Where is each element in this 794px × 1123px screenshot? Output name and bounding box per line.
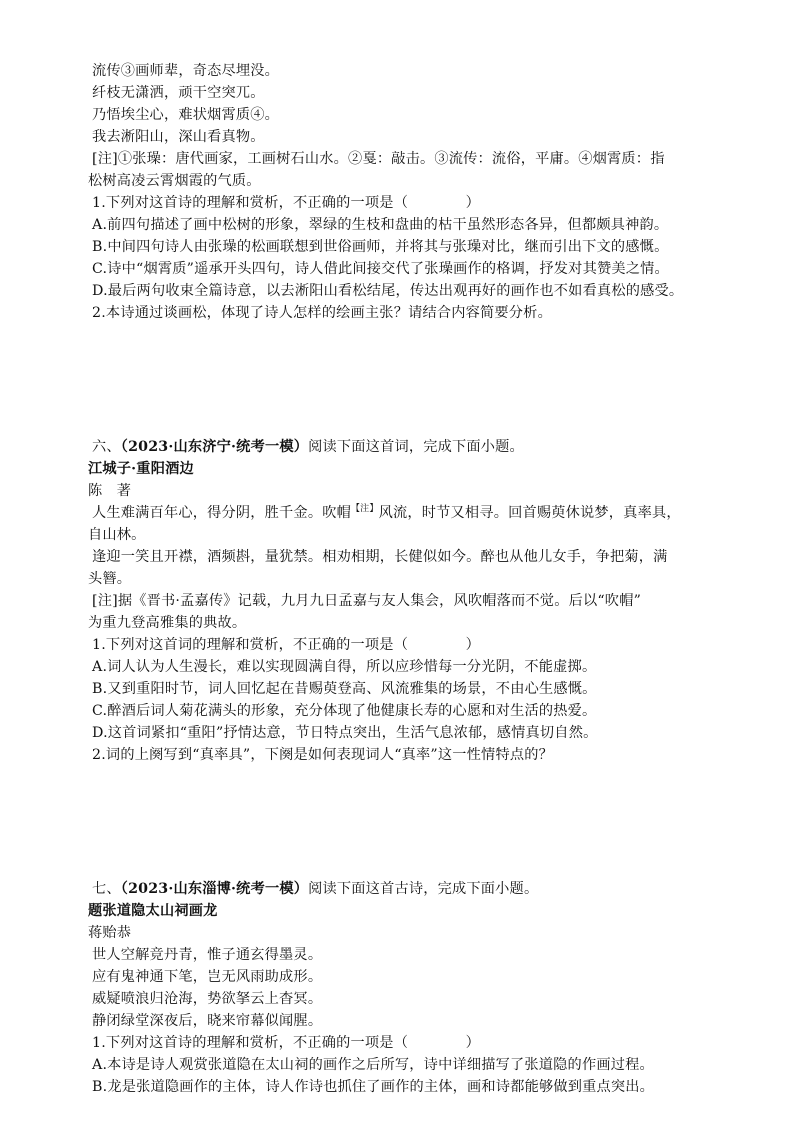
option-c: C.诗中“烟霄质”遥承开头四句，诗人借此间接交代了张璪画作的格调，抒发对其赞美之情。 [92,261,669,277]
heading-number: 七、 [92,881,121,897]
poem-title: 题张道隐太山祠画龙 [88,903,218,919]
option-a: A.词人认为人生漫长，难以实现圆满自得，所以应珍惜每一分光阴，不能虚掷。 [92,659,597,675]
heading-instruction: 阅读下面这首古诗，完成下面小题。 [308,881,539,897]
poem-line: 乃悟埃尘心，难状烟霄质④。 [92,107,280,123]
heading-source: （2023·山东淄博·统考一模） [120,881,309,897]
stanza-line: 逢迎一笑且开襟，酒频斟，量犹禁。相劝相期，长健似如今。醉也从他儿女手，争把菊，满 [92,549,668,565]
question-2: 2.本诗通过谈画松，体现了诗人怎样的绘画主张？请结合内容简要分析。 [92,305,552,321]
poem-line: 威疑喷浪归沧海，势欲拏云上杳冥。 [92,991,323,1007]
option-c: C.醉酒后词人菊花满头的形象，充分体现了他健康长寿的心愿和对生活的热爱。 [92,703,597,719]
poem-line: 世人空解竞丹青，惟子通玄得墨灵。 [92,947,323,963]
section-heading [92,880,752,898]
question-1: 1.下列对这首词的理解和赏析，不正确的一项是（ ） [92,637,481,653]
option-a: A.本诗是诗人观赏张道隐在太山祠的画作之后所写，诗中详细描写了张道隐的作画过程。 [92,1057,654,1073]
poem-author: 陈 著 [88,483,132,499]
option-d: D.最后两句收束全篇诗意，以去淅阳山看松结尾，传达出观再好的画作也不如看真松的感受。 [92,283,684,299]
poem-title: 江城子·重阳酒边 [88,461,194,477]
section-heading [92,438,752,456]
heading-number: 六、 [92,439,121,455]
heading-instruction: 阅读下面这首词，完成下面小题。 [308,439,524,455]
question-1: 1.下列对这首诗的理解和赏析，不正确的一项是（ ） [92,195,481,211]
option-b: B.又到重阳时节，词人回忆起在昔赐萸登高、风流雅集的场景，不由心生感慨。 [92,681,597,697]
poem-line: 纤枝无潇洒，顽干空突兀。 [92,85,265,101]
option-b: B.中间四句诗人由张璪的松画联想到世俗画师，并将其与张璪对比，继而引出下文的感慨。 [92,239,669,255]
poem-line: 我去淅阳山，深山看真物。 [92,129,265,145]
stanza-line-cont: 头簪。 [88,571,132,587]
poem-line: 静闭绿堂深夜后，晓来帘幕似闻腥。 [92,1013,323,1029]
annotation-note-cont: 为重九登高雅集的典故。 [88,615,247,631]
annotation-note-cont: 松树高凌云霄烟霞的气质。 [88,173,261,189]
option-b: B.龙是张道隐画作的主体，诗人作诗也抓住了画作的主体，画和诗都能够做到重点突出。 [92,1079,655,1095]
annotation-note: [注]据《晋书·孟嘉传》记载，九月九日孟嘉与友人集会，风吹帽落而不觉。后以“吹帽” [92,593,642,609]
question-2: 2.词的上阕写到“真率具”，下阕是如何表现词人“真率”这一性情特点的？ [92,747,553,763]
note-marker: 【注】 [350,504,379,514]
poem-author: 蒋贻恭 [88,925,132,941]
stanza-line [92,504,752,522]
annotation-note: [注]①张璪：唐代画家，工画树石山水。②戛：敲击。③流传：流俗，平庸。④烟霄质：指 [92,151,665,167]
heading-source: （2023·山东济宁·统考一模） [120,439,309,455]
stanza-line-cont: 自山林。 [88,527,146,543]
option-d: D.这首词紧扣“重阳”抒情达意，节日特点突出，生活气息浓郁，感情真切自然。 [92,725,598,741]
poem-line: 流传③画师辈，奇态尽埋没。 [92,63,280,79]
question-1: 1.下列对这首诗的理解和赏析，不正确的一项是（ ） [92,1035,481,1051]
option-a: A.前四句描述了画中松树的形象，翠绿的生枝和盘曲的枯干虽然形态各异，但都颇具神韵。 [92,217,669,233]
stanza-text: 人生难满百年心，得分阴，胜千金。吹帽 [92,505,351,521]
poem-line: 应有鬼神通下笔，岂无风雨助成形。 [92,969,323,985]
stanza-text: 风流，时节又相寻。回首赐萸休说梦，真率具， [378,505,681,521]
